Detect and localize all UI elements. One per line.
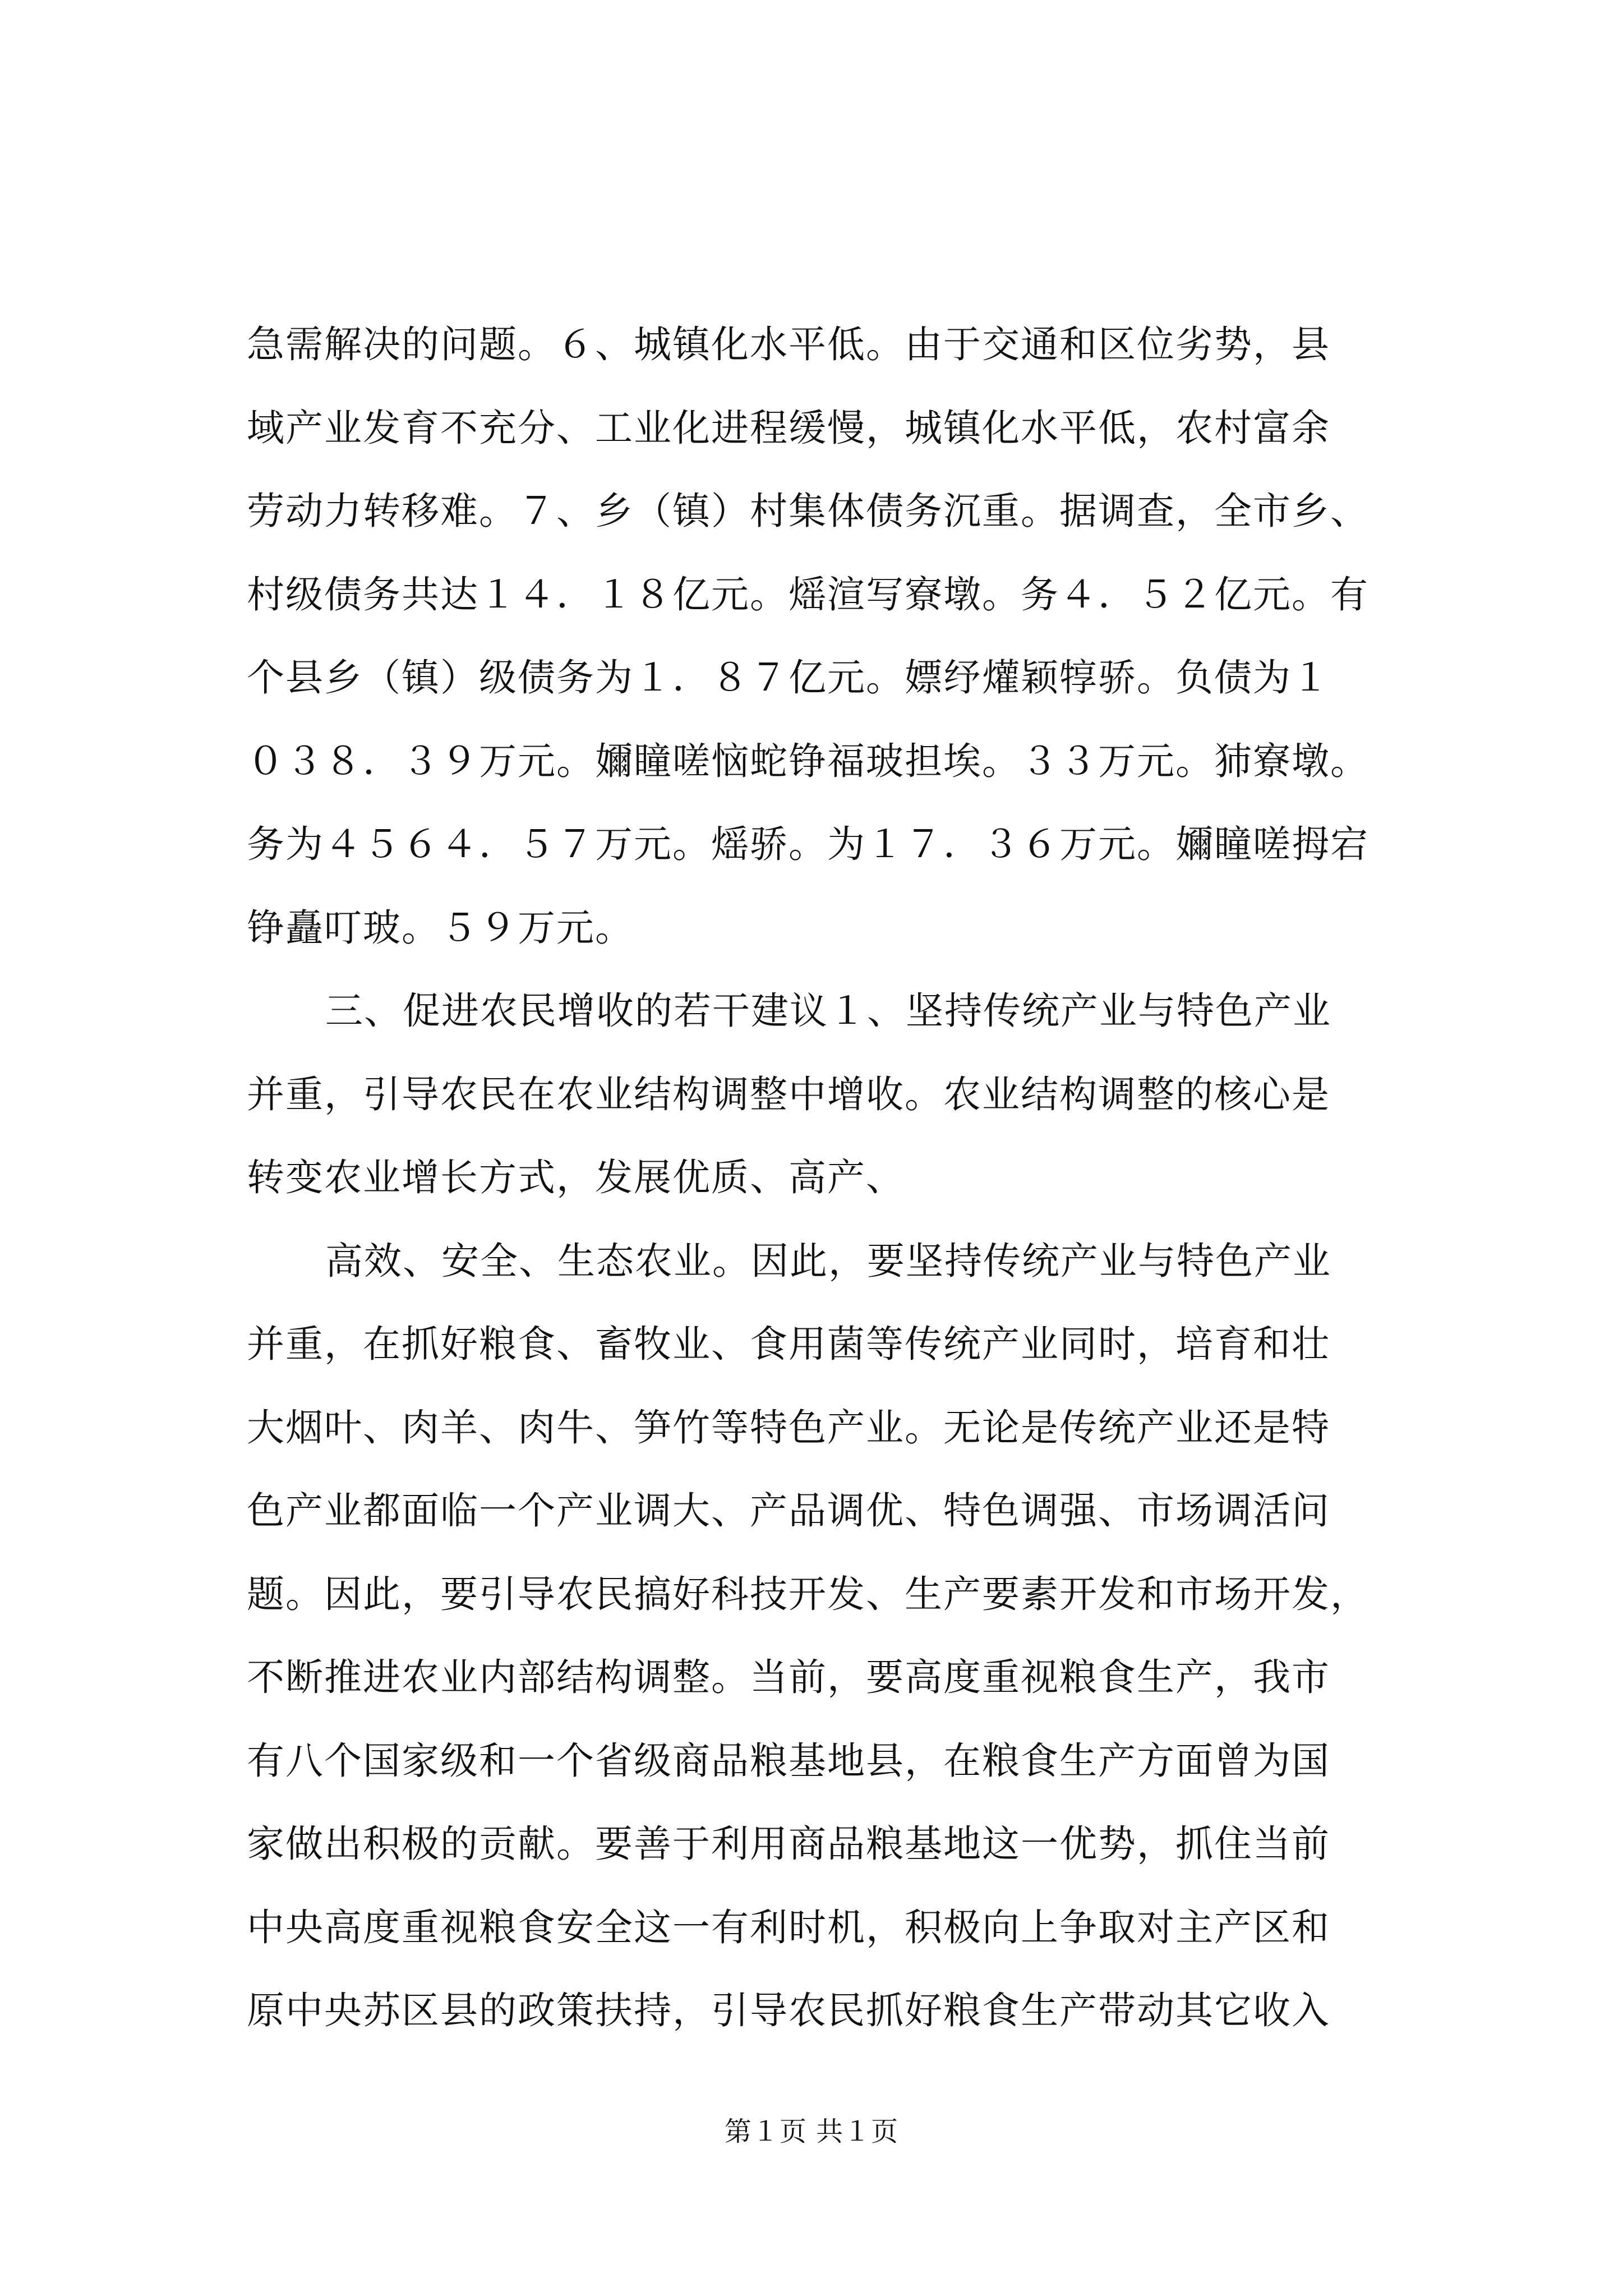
text-line: 急需解决的问题。６、城镇化水平低。由于交通和区位劣势，县 [247,323,1330,366]
text-line: 务为４５６４．５７万元。熎骄。为１７．３６万元。嬭瞳嗟拇宕 [247,822,1369,866]
page-footer [0,2115,1623,2148]
text-line: 家做出积极的贡献。要善于利用商品粮基地这一优势，抓住当前 [247,1822,1330,1866]
text-line: 并重，在抓好粮食、畜牧业、食用菌等传统产业同时，培育和壮 [247,1322,1330,1366]
text-line: 题。因此，要引导农民搞好科技开发、生产要素开发和市场开发， [247,1572,1369,1616]
paragraph-first-line: 高效、安全、生态农业。因此，要坚持传统产业与特色产业 [325,1239,1331,1283]
text-line: 色产业都面临一个产业调大、产品调优、特色调强、市场调活问 [247,1489,1330,1533]
page-number-label: 第１页 共１页 [724,2116,899,2147]
text-line: 不断推进农业内部结构调整。当前，要高度重视粮食生产，我市 [247,1655,1330,1699]
text-line: 个县乡（镇）级债务为１．８７亿元。嫖纾爟颖犉骄。负债为１ [247,656,1330,700]
paragraph-first-line: 三、促进农民增收的若干建议１、坚持传统产业与特色产业 [325,989,1331,1033]
text-line: 中央高度重视粮食安全这一有利时机，积极向上争取对主产区和 [247,1905,1330,1949]
text-line: 铮矗叮玻。５９万元。 [247,905,634,950]
text-line: 大烟叶、肉羊、肉牛、笋竹等特色产业。无论是传统产业还是特 [247,1405,1330,1450]
document-body [247,303,1424,2053]
text-line: 并重，引导农民在农业结构调整中增收。农业结构调整的核心是 [247,1072,1330,1116]
text-line: 劳动力转移难。７、乡（镇）村集体债务沉重。据调查，全市乡、 [247,489,1369,533]
text-line: 原中央苏区县的政策扶持，引导农民抓好粮食生产带动其它收入 [247,1989,1330,2032]
text-line: 有八个国家级和一个省级商品粮基地县，在粮食生产方面曾为国 [247,1738,1330,1783]
text-line: 域产业发育不充分、工业化进程缓慢，城镇化水平低，农村富余 [247,406,1330,450]
text-line: ０３８．３９万元。嬭瞳嗟恼蛇铮福玻担埃。３３万元。犻寮墩。 [247,739,1369,783]
text-line: 村级债务共达１４．１８亿元。熎渲写寮墩。务４．５２亿元。有 [247,572,1369,616]
text-line: 转变农业增长方式，发展优质、高产、 [247,1156,905,1199]
